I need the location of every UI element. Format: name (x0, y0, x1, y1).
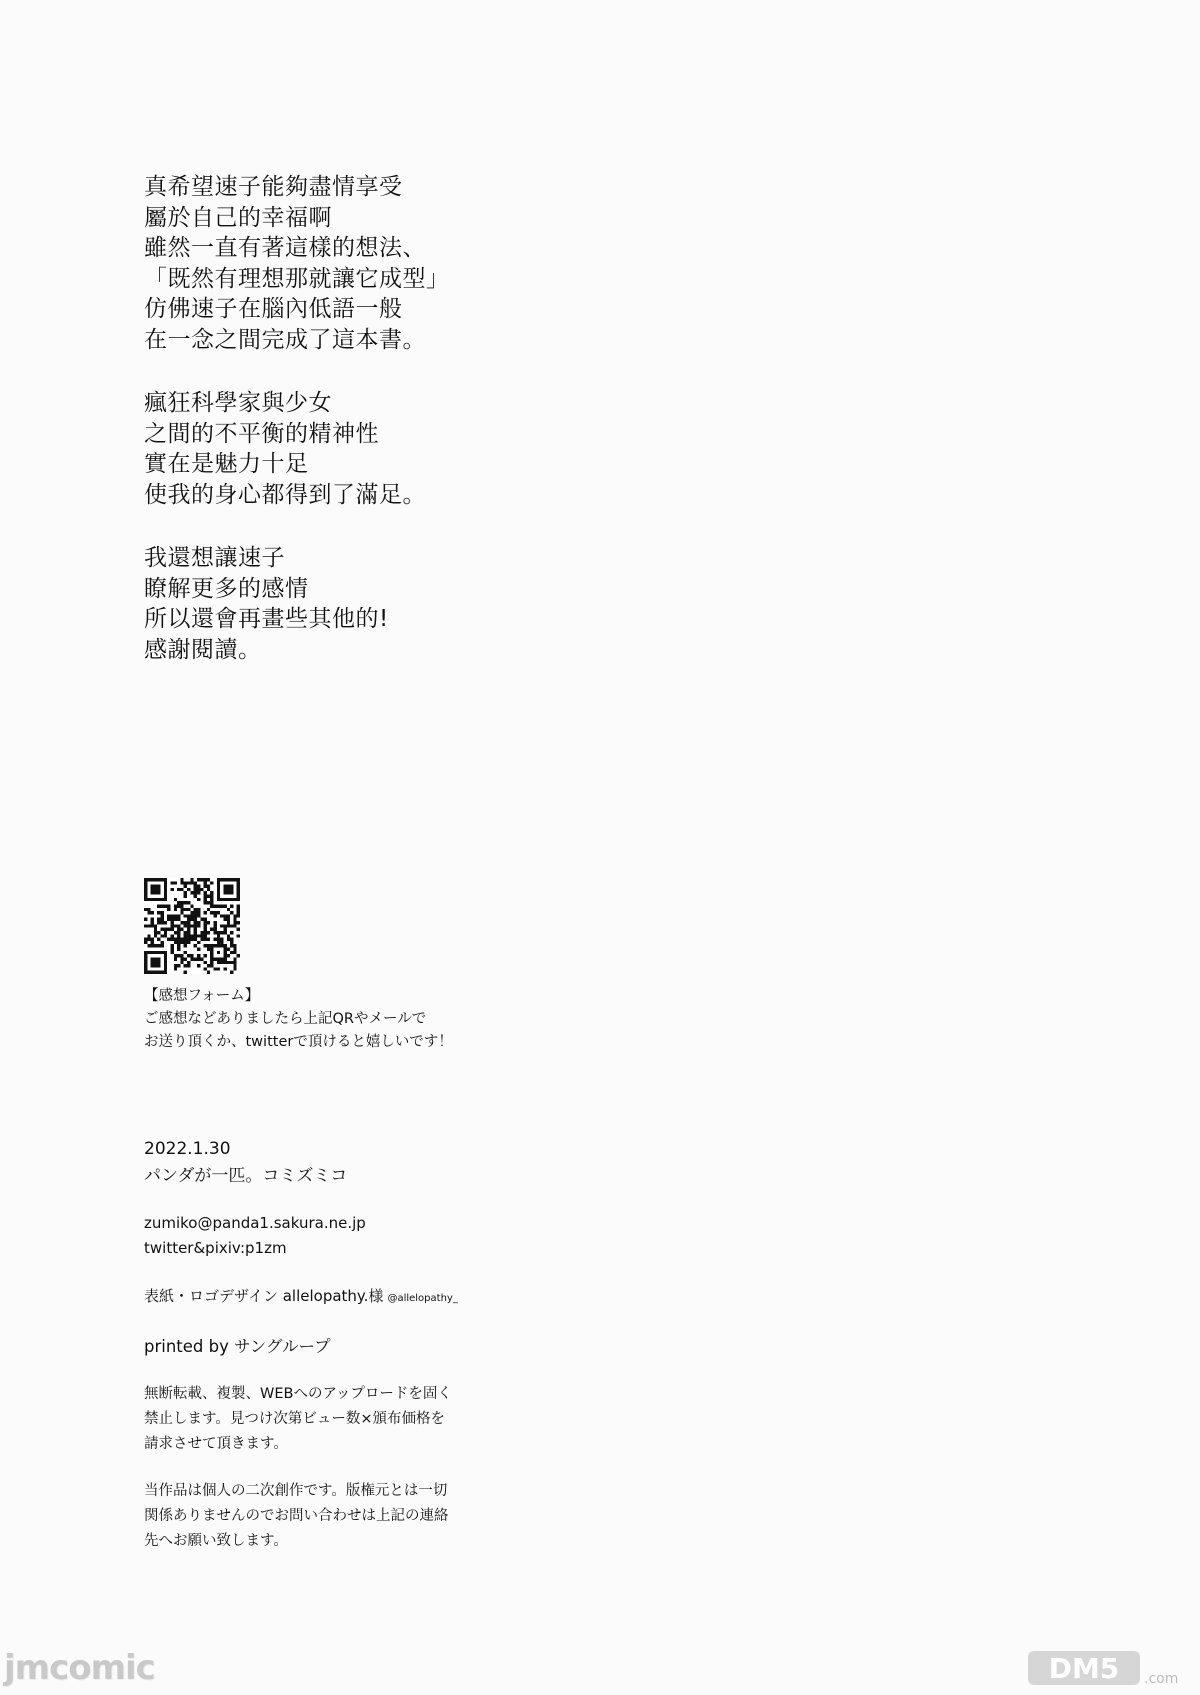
notice-line: 禁止します。見つけ次第ビュー数×頒布価格を (144, 1411, 445, 1427)
dm5-logo-icon (1024, 1643, 1194, 1691)
feedback-title: 【感想フォーム】 (144, 988, 260, 1004)
afterword-line: 在一念之間完成了這本書。 (144, 326, 426, 353)
afterword-paragraph (144, 543, 704, 665)
afterword-line: 「既然有理想那就讓它成型」 (144, 265, 450, 292)
cover-credit (144, 1284, 664, 1311)
disclaimer-line: 先へお願い致します。 (144, 1533, 288, 1549)
afterword-paragraph (144, 388, 704, 510)
printer-credit: printed by サングループ (144, 1337, 331, 1356)
printer-block (144, 1334, 664, 1360)
colophon-contact-block (144, 1211, 664, 1261)
feedback-line: ご感想などありましたら上記QRやメールで (144, 1011, 427, 1027)
dm5-logo-text: DM5 (1048, 1652, 1120, 1685)
cover-designer-handle: @allelopathy_ (387, 1293, 458, 1304)
disclaimer-line: 関係ありませんのでお問い合わせは上記の連絡 (144, 1508, 449, 1524)
feedback-line: お送り頂くか、twitterで頂けると嬉しいです！ (144, 1034, 453, 1050)
cover-credit-block (144, 1284, 664, 1311)
afterword-line: 使我的身心都得到了滿足。 (144, 481, 426, 508)
afterword-line: 所以還會再畫些其他的! (144, 606, 389, 632)
social-handle: twitter&pixiv:p1zm (144, 1239, 287, 1257)
afterword-line: 我還想讓速子 (144, 545, 285, 571)
disclaimer-line: 当作品は個人の二次創作です。版権元とは一切 (144, 1483, 448, 1499)
cover-credit-text: 表紙・ロゴデザイン allelopathy.様 (144, 1287, 384, 1305)
afterword-paragraph (144, 172, 704, 355)
circle-name: パンダが一匹。コミズミコ (144, 1166, 348, 1186)
feedback-note (144, 985, 624, 1054)
colophon-date-block (144, 1136, 664, 1190)
afterword-line: 屬於自己的幸福啊 (144, 204, 332, 231)
afterword-text (144, 172, 704, 698)
dm5-logo-suffix: .com (1144, 1671, 1179, 1687)
notice-line: 無断転載、複製、WEBへのアップロードを固く (144, 1386, 452, 1402)
qr-code-icon[interactable] (144, 878, 240, 974)
copyright-notice (144, 1382, 664, 1457)
afterword-line: 感謝閱讀。 (144, 636, 262, 663)
afterword-line: 實在是魅力十足 (144, 451, 309, 477)
afterword-line: 之間的不平衡的精神性 (144, 420, 379, 447)
afterword-line: 瞭解更多的感情 (144, 575, 309, 602)
afterword-line: 瘋狂科學家與少女 (144, 390, 332, 416)
contact-email-link[interactable]: zumiko@panda1.sakura.ne.jp (144, 1214, 366, 1232)
qr-code-graphic (144, 878, 240, 974)
fan-work-disclaimer (144, 1479, 664, 1554)
notice-line: 請求させて頂きます。 (144, 1436, 288, 1452)
afterword-line: 仿佛速子在腦內低語一般 (144, 296, 403, 322)
jmcomic-watermark: jmcomic (4, 1648, 155, 1688)
afterword-line: 雖然一直有著這樣的想法、 (144, 235, 426, 261)
dm5-watermark (1024, 1643, 1194, 1691)
afterword-line: 真希望速子能夠盡情享受 (144, 174, 403, 200)
publication-date: 2022.1.30 (144, 1139, 231, 1159)
